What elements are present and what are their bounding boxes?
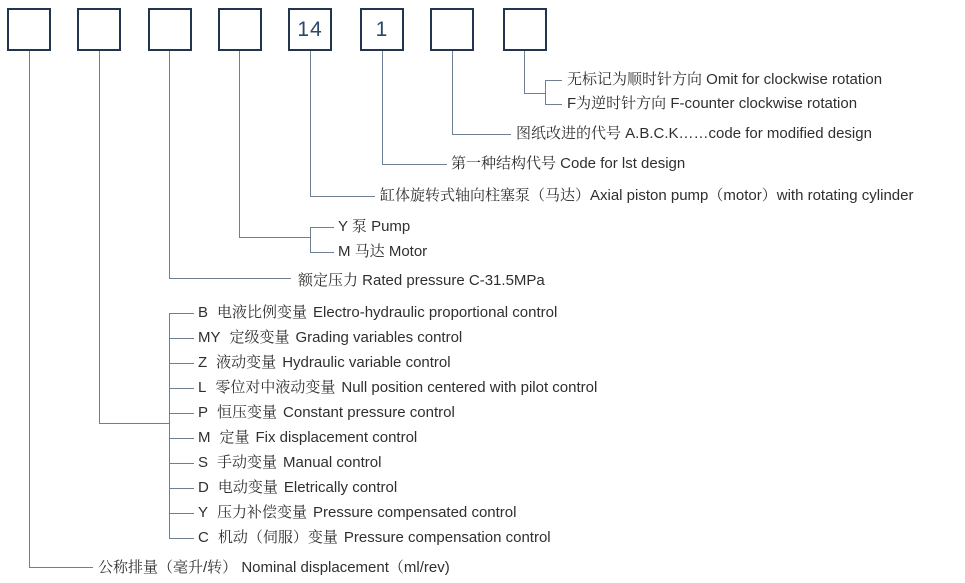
code-box-pos8 — [503, 8, 547, 51]
connector-line — [169, 338, 194, 339]
connector-line — [169, 313, 170, 539]
connector-line — [310, 196, 375, 197]
control-desc-en: Electro-hydraulic proportional control — [313, 304, 558, 321]
connector-line — [29, 567, 93, 568]
control-desc-cn: 恒压变量 — [217, 404, 278, 421]
control-desc-en: Pressure compensation control — [343, 529, 551, 546]
code-box-value: 14 — [297, 17, 323, 41]
control-desc-en: Eletrically control — [283, 479, 398, 496]
code-box-pos4 — [218, 8, 262, 51]
control-option-row — [198, 427, 417, 449]
connector-line — [524, 93, 546, 94]
code-box-pos2 — [77, 8, 121, 51]
connector-line — [382, 51, 383, 164]
control-desc-en: Manual control — [283, 454, 382, 471]
control-option-row — [198, 377, 597, 399]
connector-line — [99, 423, 170, 424]
connector-line — [169, 538, 194, 539]
label-rated-pressure: 额定压力 Rated pressure C-31.5MPa — [298, 272, 545, 289]
control-desc-cn: 电液比例变量 — [217, 304, 308, 321]
label-rotation-counterclockwise: F为逆时针方向 F-counter clockwise rotation — [567, 95, 858, 112]
label-pump-type: 缸体旋转式轴向柱塞泵（马达）Axial piston pump（motor）with rotating cylinder — [380, 187, 914, 204]
control-desc-cn: 液动变量 — [216, 354, 277, 371]
control-code: P — [198, 404, 209, 421]
connector-line — [169, 488, 194, 489]
label-rotation-clockwise: 无标记为顺时针方向 Omit for clockwise rotation — [567, 71, 883, 88]
connector-line — [29, 51, 30, 567]
control-option-row — [198, 477, 397, 499]
control-desc-en: Pressure compensated control — [313, 504, 517, 521]
control-desc-en: Constant pressure control — [283, 404, 455, 421]
control-desc-en: Null position centered with pilot control — [341, 379, 598, 396]
connector-line — [239, 237, 311, 238]
control-code: C — [198, 529, 209, 546]
code-box-value: 1 — [375, 17, 389, 41]
code-box-pos3 — [148, 8, 192, 51]
code-box-pos5 — [288, 8, 332, 51]
connector-line — [545, 104, 562, 105]
connector-line — [239, 51, 240, 237]
connector-line — [169, 463, 194, 464]
control-option-row — [198, 527, 551, 549]
connector-line — [169, 51, 170, 278]
control-code: S — [198, 454, 209, 471]
control-desc-en: Fix displacement control — [255, 429, 418, 446]
code-box-pos7 — [430, 8, 474, 51]
connector-line — [452, 134, 511, 135]
control-desc-cn: 压力补偿变量 — [217, 504, 308, 521]
label-pump: Y 泵 Pump — [338, 218, 411, 235]
control-option-row — [198, 402, 455, 424]
connector-line — [169, 313, 194, 314]
control-code: D — [198, 479, 209, 496]
control-code: MY — [198, 329, 221, 346]
connector-line — [99, 51, 100, 424]
connector-line — [310, 227, 334, 228]
control-option-row — [198, 352, 451, 374]
control-desc-en: Grading variables control — [295, 329, 463, 346]
connector-line — [169, 363, 194, 364]
code-box-pos1 — [7, 8, 51, 51]
connector-line — [310, 227, 311, 253]
connector-line — [310, 252, 334, 253]
control-desc-cn: 手动变量 — [217, 454, 278, 471]
control-code: B — [198, 304, 209, 321]
control-desc-en: Hydraulic variable control — [282, 354, 451, 371]
control-desc-cn: 零位对中液动变量 — [215, 379, 336, 396]
connector-line — [169, 278, 291, 279]
connector-line — [169, 413, 194, 414]
connector-line — [452, 51, 453, 134]
label-modified-design-code: 图纸改进的代号 A.B.C.K……code for modified design — [516, 125, 872, 142]
connector-line — [310, 51, 311, 196]
control-code: Y — [198, 504, 209, 521]
control-desc-cn: 机动（伺服）变量 — [217, 529, 338, 546]
connector-line — [545, 80, 546, 105]
connector-line — [382, 164, 447, 165]
control-option-row — [198, 452, 381, 474]
connector-line — [545, 80, 562, 81]
label-first-design-code: 第一种结构代号 Code for lst design — [451, 155, 686, 172]
connector-line — [524, 51, 525, 93]
control-desc-cn: 电动变量 — [217, 479, 278, 496]
control-option-row — [198, 302, 557, 324]
control-code: L — [198, 379, 207, 396]
control-code: Z — [198, 354, 208, 371]
control-option-row — [198, 502, 516, 524]
code-box-pos6 — [360, 8, 404, 51]
connector-line — [169, 513, 194, 514]
label-motor: M 马达 Motor — [338, 243, 428, 260]
connector-line — [169, 388, 194, 389]
control-code: M — [198, 429, 211, 446]
connector-line — [169, 438, 194, 439]
label-nominal-displacement: 公称排量（毫升/转） Nominal displacement（ml/rev) — [98, 559, 450, 576]
control-option-row — [198, 327, 462, 349]
control-desc-cn: 定级变量 — [229, 329, 290, 346]
control-desc-cn: 定量 — [219, 429, 250, 446]
